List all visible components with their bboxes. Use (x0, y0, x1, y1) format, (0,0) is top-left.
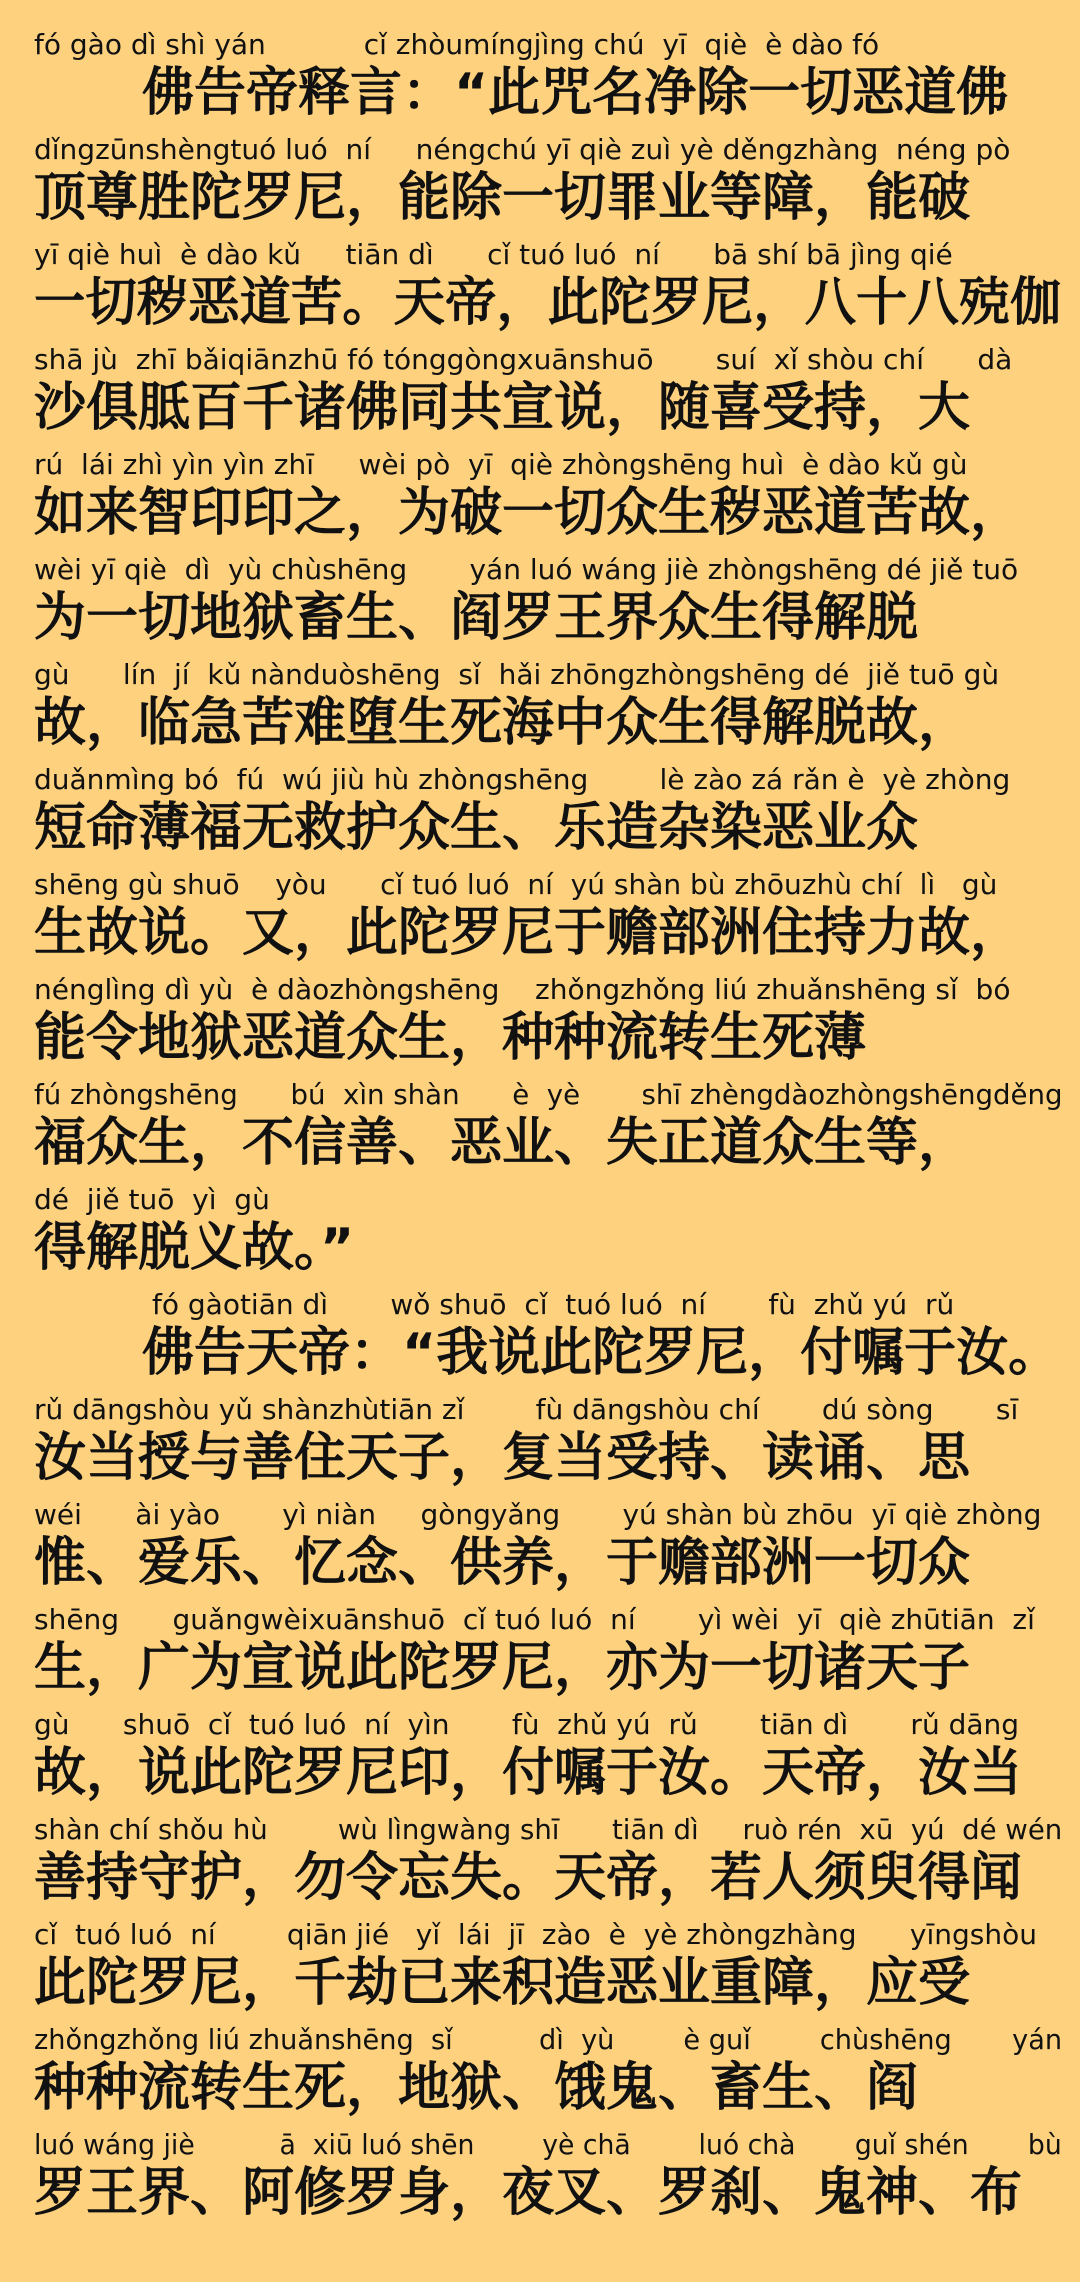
pinyin-annotation: cǐ tuó luó ní qiān jié yǐ lái jī zào è yè zhòngzhàng yīngshòu (34, 1918, 1037, 1951)
pinyin-annotation: fú zhòngshēng bú xìn shàn è yè shī zhèngdàozhòngshēngděng (34, 1078, 1063, 1111)
text-line (34, 133, 1062, 238)
chinese-text: 善持守护，勿令忘失。天帝，若人须臾得闻 (34, 1848, 1023, 1908)
pinyin-annotation: fó gàotiān dì wǒ shuō cǐ tuó luó ní fù zhǔ yú rǔ (152, 1288, 955, 1321)
pinyin-annotation: shēng guǎngwèixuānshuō cǐ tuó luó ní yì wèi yī qiè zhūtiān zǐ (34, 1603, 1035, 1636)
pinyin-annotation: yī qiè huì è dào kǔ tiān dì cǐ tuó luó ní bā shí bā jìng qié (34, 238, 953, 271)
text-line (34, 238, 1062, 343)
chinese-text: 佛告天帝：“我说此陀罗尼，付嘱于汝。 (142, 1323, 1061, 1383)
text-line (34, 2128, 1062, 2233)
chinese-text: 生，广为宣说此陀罗尼，亦为一切诸天子 (34, 1638, 971, 1698)
chinese-text: 种种流转生死，地狱、饿鬼、畜生、阎 (34, 2058, 919, 2118)
chinese-text: 顶尊胜陀罗尼，能除一切罪业等障，能破 (34, 168, 971, 228)
text-line (34, 448, 1062, 553)
pinyin-annotation: fó gào dì shì yán cǐ zhòumíngjìng chú yī qiè è dào fó (34, 28, 880, 61)
pinyin-annotation: wèi yī qiè dì yù chùshēng yán luó wáng jiè zhòngshēng dé jiě tuō (34, 553, 1019, 586)
pinyin-annotation: dǐngzūnshèngtuó luó ní néngchú yī qiè zuì yè děngzhàng néng pò (34, 133, 1011, 166)
pinyin-annotation: gù lín jí kǔ nànduòshēng sǐ hǎi zhōngzhòngshēng dé jiě tuō gù (34, 658, 1000, 691)
text-line (34, 658, 1062, 763)
pinyin-annotation: rú lái zhì yìn yìn zhī wèi pò yī qiè zhòngshēng huì è dào kǔ gù (34, 448, 968, 481)
text-line (34, 1288, 1062, 1393)
chinese-text: 得解脱义故。” (34, 1218, 355, 1278)
chinese-text: 短命薄福无救护众生、乐造杂染恶业众 (34, 798, 919, 858)
chinese-text: 惟、爱乐、忆念、供养，于赡部洲一切众 (34, 1533, 971, 1593)
chinese-text: 生故说。又，此陀罗尼于赡部洲住持力故， (34, 903, 1023, 963)
text-line (34, 868, 1062, 973)
text-line (34, 1393, 1062, 1498)
chinese-text: 罗王界、阿修罗身，夜叉、罗刹、鬼神、布 (34, 2163, 1023, 2223)
text-line (34, 1183, 1062, 1288)
chinese-text: 能令地狱恶道众生，种种流转生死薄 (34, 1008, 867, 1068)
chinese-text: 福众生，不信善、恶业、失正道众生等， (34, 1113, 971, 1173)
pinyin-annotation: shā jù zhī bǎiqiānzhū fó tónggòngxuānshuō suí xǐ shòu chí dà (34, 343, 1013, 376)
text-line (34, 2023, 1062, 2128)
pinyin-annotation: gù shuō cǐ tuó luó ní yìn fù zhǔ yú rǔ tiān dì rǔ dāng (34, 1708, 1020, 1741)
text-line (34, 1498, 1062, 1603)
text-line (34, 1813, 1062, 1918)
chinese-text: 此陀罗尼，千劫已来积造恶业重障，应受 (34, 1953, 971, 2013)
text-line (34, 553, 1062, 658)
pinyin-annotation: wéi ài yào yì niàn gòngyǎng yú shàn bù zhōu yī qiè zhòng (34, 1498, 1042, 1531)
text-line (34, 973, 1062, 1078)
chinese-text: 汝当授与善住天子，复当受持、读诵、思 (34, 1428, 971, 1488)
text-line (34, 28, 1062, 133)
pinyin-annotation: nénglìng dì yù è dàozhòngshēng zhǒngzhǒng liú zhuǎnshēng sǐ bó (34, 973, 1011, 1006)
chinese-text: 故，临急苦难堕生死海中众生得解脱故， (34, 693, 971, 753)
chinese-text: 一切秽恶道苦。天帝，此陀罗尼，八十八殑伽 (34, 273, 1062, 333)
text-line (34, 343, 1062, 448)
pinyin-annotation: luó wáng jiè ā xiū luó shēn yè chā luó chà guǐ shén bù (34, 2128, 1062, 2161)
pinyin-annotation: shēng gù shuō yòu cǐ tuó luó ní yú shàn bù zhōuzhù chí lì gù (34, 868, 998, 901)
pinyin-annotation: dé jiě tuō yì gù (34, 1183, 270, 1216)
pinyin-annotation: duǎnmìng bó fú wú jiù hù zhòngshēng lè zào zá rǎn è yè zhòng (34, 763, 1011, 796)
chinese-text: 为一切地狱畜生、阎罗王界众生得解脱 (34, 588, 919, 648)
text-line (34, 1708, 1062, 1813)
chinese-text: 佛告帝释言：“此咒名净除一切恶道佛 (142, 63, 1009, 123)
chinese-text: 如来智印印之，为破一切众生秽恶道苦故， (34, 483, 1023, 543)
text-line (34, 1078, 1062, 1183)
chinese-text: 故，说此陀罗尼印，付嘱于汝。天帝，汝当 (34, 1743, 1023, 1803)
text-line (34, 1918, 1062, 2023)
pinyin-annotation: zhǒngzhǒng liú zhuǎnshēng sǐ dì yù è guǐ chùshēng yán (34, 2023, 1063, 2056)
chinese-text: 沙俱胝百千诸佛同共宣说，随喜受持，大 (34, 378, 971, 438)
pinyin-annotation: shàn chí shǒu hù wù lìngwàng shī tiān dì ruò rén xū yú dé wén (34, 1813, 1063, 1846)
text-line (34, 763, 1062, 868)
pinyin-annotation: rǔ dāngshòu yǔ shànzhùtiān zǐ fù dāngshòu chí dú sòng sī (34, 1393, 1019, 1426)
text-line (34, 1603, 1062, 1708)
